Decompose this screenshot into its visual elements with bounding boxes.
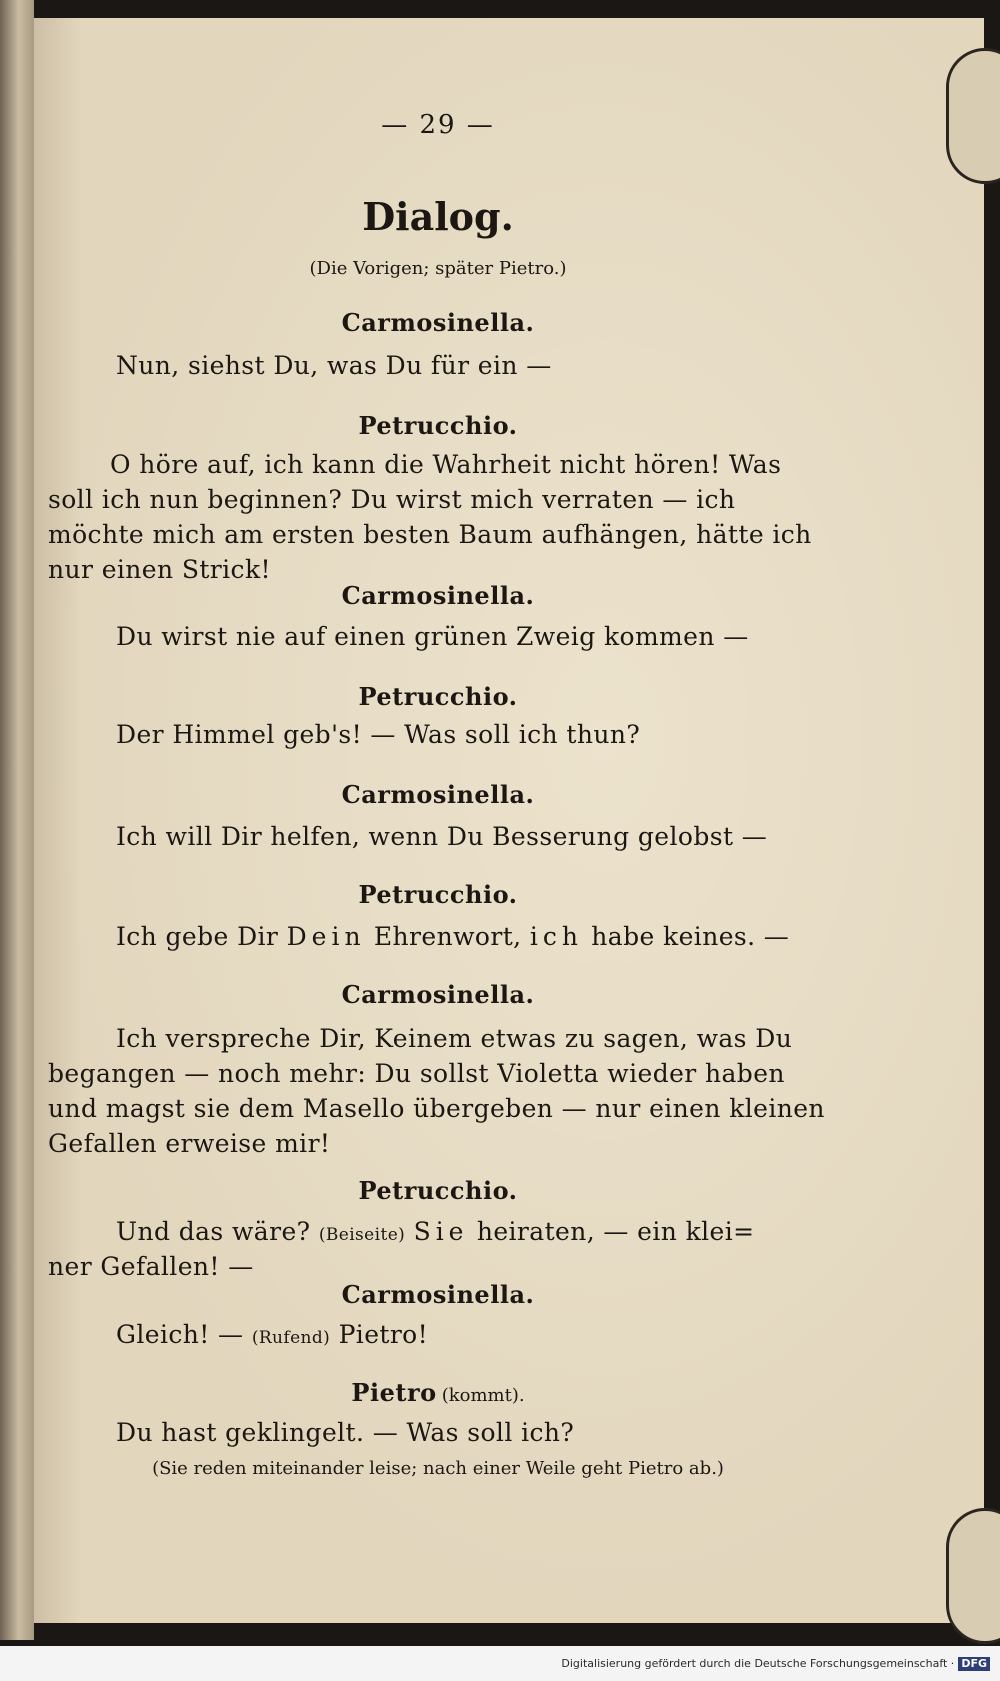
dfg-logo: DFG	[958, 1657, 990, 1671]
page-title: Dialog.	[362, 194, 514, 239]
dialog-line: Du hast geklingelt. — Was soll ich?	[116, 1418, 575, 1447]
dialog-line: Gefallen erweise mir!	[48, 1129, 331, 1158]
dialog-line: nur einen Strick!	[48, 555, 271, 584]
dialog-line: O höre auf, ich kann die Wahrheit nicht hören! Was	[110, 450, 782, 479]
dialog-line: Der Himmel geb's! — Was soll ich thun?	[116, 720, 641, 749]
dialog-line: Du wirst nie auf einen grünen Zweig kommen —	[116, 622, 749, 651]
dialog-line: Ich will Dir helfen, wenn Du Besserung gelobst —	[116, 822, 768, 851]
dialog-line: möchte mich am ersten besten Baum aufhängen, hätte ich	[48, 520, 812, 549]
speaker-petrucchio: Petrucchio.	[358, 682, 518, 711]
dialog-text: Gleich! —	[116, 1320, 244, 1349]
stage-direction-intro: (Die Vorigen; später Pietro.)	[309, 258, 567, 279]
emphasis-text: Sie	[413, 1217, 469, 1246]
speaker-petrucchio: Petrucchio.	[358, 1176, 518, 1205]
dialog-text: Pietro!	[338, 1320, 429, 1349]
left-page-edge	[0, 0, 34, 1640]
binding-clip-top	[946, 48, 1000, 184]
page-number: — 29 —	[381, 110, 495, 140]
dialog-text: Ich gebe Dir	[116, 922, 287, 951]
dialog-text: Und das wäre?	[116, 1217, 311, 1246]
aside-direction: (Beiseite)	[318, 1225, 406, 1245]
footer-text: Digitalisierung gefördert durch die Deutsche Forschungsgemeinschaft ·	[561, 1657, 955, 1670]
speaker-petrucchio: Petrucchio.	[358, 880, 518, 909]
digitization-footer	[0, 1646, 1000, 1681]
dialog-line: Ich verspreche Dir, Keinem etwas zu sagen, was Du	[116, 1024, 793, 1053]
speaker-carmosinella: Carmosinella.	[341, 308, 535, 337]
speaker-petrucchio: Petrucchio.	[358, 411, 518, 440]
speaker-carmosinella: Carmosinella.	[341, 980, 535, 1009]
dialog-line: begangen — noch mehr: Du sollst Violetta wieder haben	[48, 1059, 785, 1088]
dialog-line	[116, 1217, 754, 1246]
dialog-text: heiraten, — ein klei=	[468, 1217, 755, 1246]
dialog-line: soll ich nun beginnen? Du wirst mich verraten — ich	[48, 485, 736, 514]
dialog-line	[116, 922, 789, 951]
book-page	[34, 18, 984, 1623]
speaker-carmosinella: Carmosinella.	[341, 581, 535, 610]
aside-direction: (Rufend)	[251, 1328, 331, 1348]
emphasis-text: ich	[529, 922, 583, 951]
aside-direction: (kommt).	[441, 1385, 525, 1406]
binding-clip-bottom	[946, 1508, 1000, 1644]
speaker-carmosinella: Carmosinella.	[341, 1280, 535, 1309]
speaker-carmosinella: Carmosinella.	[341, 780, 535, 809]
dialog-text: Ehrenwort,	[365, 922, 530, 951]
dialog-text: habe keines. —	[582, 922, 790, 951]
dialog-line: Nun, siehst Du, was Du für ein —	[116, 351, 552, 380]
dialog-line: und magst sie dem Masello übergeben — nur einen kleinen	[48, 1094, 825, 1123]
speaker-pietro: Pietro	[351, 1378, 437, 1407]
stage-direction-closing: (Sie reden miteinander leise; nach einer Weile geht Pietro ab.)	[152, 1458, 724, 1479]
dialog-line	[116, 1320, 428, 1349]
dialog-line: ner Gefallen! —	[48, 1252, 254, 1281]
speaker-pietro-line	[34, 1378, 842, 1407]
emphasis-text: Dein	[286, 922, 366, 951]
